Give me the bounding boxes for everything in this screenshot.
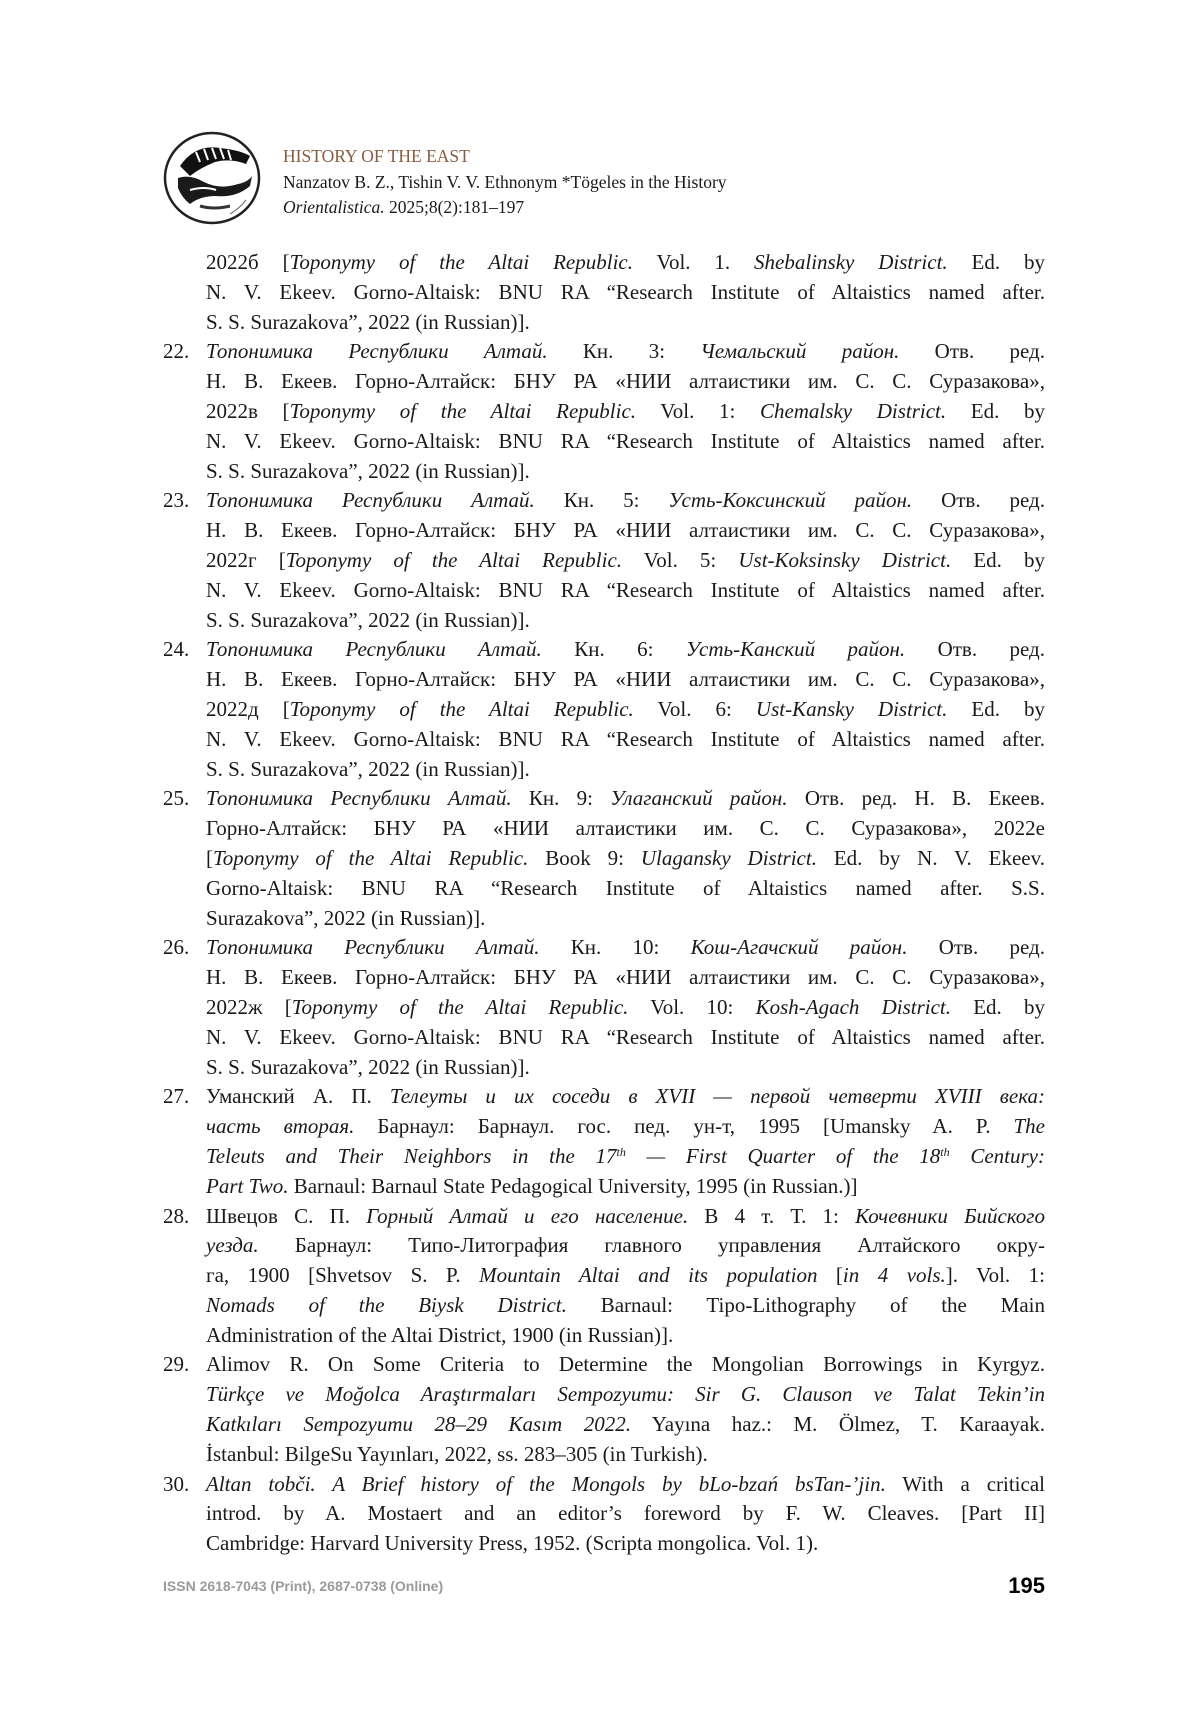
text: 2022д [ <box>206 696 290 721</box>
reference-line <box>206 516 1045 546</box>
text: Ed. by <box>947 696 1046 721</box>
text: Gorno-Altaisk: BNU RA “Research Institute of Altaistics named after. S.S. <box>206 875 1045 900</box>
reference-line <box>206 784 1045 814</box>
journal-citation <box>283 197 524 217</box>
citation-volume: 2025;8(2):181–197 <box>384 197 525 217</box>
text: 2022в [ <box>206 398 290 423</box>
reference-line <box>206 397 1045 427</box>
italic-text: Toponymy of the Altai Republic. <box>289 250 633 274</box>
text: Vol. 5: <box>622 547 739 572</box>
text: Ed. by <box>951 994 1046 1019</box>
reference-line <box>206 993 1045 1023</box>
text: S. S. Surazakova”, 2022 (in Russian)]. <box>206 607 530 632</box>
text: Отв. ред. <box>907 935 1045 960</box>
italic-text: Toponymy of the Altai Republic. <box>289 696 634 721</box>
reference-line <box>206 1261 1045 1291</box>
journal-logo <box>160 126 268 230</box>
reference-line <box>206 635 1045 665</box>
italic-text: Горный Алтай и его население. <box>366 1203 689 1228</box>
italic-text: Кочевники Бийского <box>855 1203 1045 1228</box>
reference-item <box>163 635 1045 784</box>
italic-text: Century: <box>949 1143 1045 1168</box>
reference-line <box>206 844 1045 874</box>
text: Ed. by <box>947 250 1045 274</box>
reference-line <box>206 1380 1045 1410</box>
text: Vol. 1: <box>636 398 760 423</box>
text: Отв. ред. Н. В. Екеев. <box>787 786 1045 811</box>
italic-text: Улаганский район. <box>610 786 788 811</box>
text: [ <box>206 845 213 870</box>
page-number: 195 <box>1008 1573 1045 1598</box>
italic-text: Топонимика Республики Алтай. <box>206 786 512 811</box>
reference-item <box>163 337 1045 486</box>
italic-text: часть вторая. <box>206 1114 355 1139</box>
italic-text: Teleuts and Their Neighbors in the 17 <box>206 1143 617 1168</box>
text: S. S. Surazakova”, 2022 (in Russian)]. <box>206 458 530 483</box>
italic-text: Altan tobči. A Brief history of the Mongols by bLo-bzań bsTan-’jin. <box>206 1471 886 1496</box>
italic-text: — First Quarter of the 18 <box>625 1143 941 1168</box>
italic-text: Part Two. <box>206 1173 289 1198</box>
italic-text: Усть-Коксинский район. <box>668 488 913 513</box>
text: Отв. ред. <box>899 339 1045 364</box>
text: Н. В. Екеев. Горно-Алтайск: БНУ РА «НИИ алтаистики им. С. С. Суразакова», <box>206 369 1045 394</box>
text: Уманский А. П. <box>206 1084 390 1109</box>
reference-line <box>206 486 1045 516</box>
reference-line <box>206 278 1045 308</box>
reference-item <box>163 1082 1045 1201</box>
reference-line <box>206 1410 1045 1440</box>
reference-line <box>206 814 1045 844</box>
reference-line <box>206 755 1045 785</box>
reference-line <box>206 248 1045 278</box>
reference-line <box>206 546 1045 576</box>
reference-line <box>206 1082 1045 1112</box>
text: ]. Vol. 1: <box>945 1263 1045 1288</box>
italic-text: Топонимика Республики Алтай. <box>206 935 540 960</box>
text: Ed. by <box>946 398 1045 423</box>
text: Кн. 10: <box>539 935 691 960</box>
reference-line <box>206 1321 1045 1351</box>
reference-line <box>206 1202 1045 1232</box>
italic-text: Топонимика Республики Алтай. <box>206 637 542 662</box>
italic-text: Топонимика Республики Алтай. <box>206 488 535 513</box>
text: S. S. Surazakova”, 2022 (in Russian)]. <box>206 1054 530 1079</box>
reference-line <box>206 1053 1045 1083</box>
reference-line <box>206 1023 1045 1053</box>
reference-number: 29. <box>163 1352 190 1377</box>
text: N. V. Ekeev. Gorno-Altaisk: BNU RA “Research Institute of Altaistics named after. <box>206 279 1045 304</box>
text: Vol. 10: <box>628 994 756 1019</box>
reference-line <box>206 606 1045 636</box>
italic-text: Усть-Канский район. <box>685 637 906 662</box>
text: Surazakova”, 2022 (in Russian)]. <box>206 905 486 930</box>
text: N. V. Ekeev. Gorno-Altaisk: BNU RA “Research Institute of Altaistics named after. <box>206 428 1045 453</box>
reference-line <box>206 1291 1045 1321</box>
reference-line <box>206 367 1045 397</box>
reference-line <box>206 933 1045 963</box>
reference-number: 24. <box>163 637 190 662</box>
footer-issn: ISSN 2618-7043 (Print), 2687-0738 (Online) <box>163 1578 444 1594</box>
italic-text: Toponymy of the Altai Republic. <box>285 547 623 572</box>
reference-line <box>206 665 1045 695</box>
text: Cambridge: Harvard University Press, 1952. (Scripta mongolica. Vol. 1). <box>206 1531 819 1556</box>
text: N. V. Ekeev. Gorno-Altaisk: BNU RA “Research Institute of Altaistics named after. <box>206 726 1045 751</box>
text: Барнаул: Барнаул. гос. пед. ун-т, 1995 [Umansky A. P. <box>354 1114 1014 1139</box>
italic-text: Toponymy of the Altai Republic. <box>289 398 637 423</box>
italic-text: Nomads of the Biysk District. <box>206 1292 567 1317</box>
text: Barnaul: Tipo-Lithography of the Main <box>566 1292 1045 1317</box>
text: Barnaul: Barnaul State Pedagogical University, 1995 (in Russian.)] <box>288 1173 858 1198</box>
text: İstanbul: BilgeSu Yayınları, 2022, ss. 283–305 (in Turkish). <box>206 1441 708 1466</box>
reference-number: 26. <box>163 935 190 960</box>
italic-text: th <box>940 1144 950 1159</box>
text: Кн. 6: <box>541 637 686 662</box>
italic-text: Toponymy of the Altai Republic. <box>291 994 629 1019</box>
italic-text: Katkıları Sempozyumu 28–29 Kasım 2022. <box>206 1412 631 1437</box>
reference-line <box>206 308 1045 338</box>
text: Барнаул: Типо-Литография главного управления Алтайского окру- <box>258 1233 1045 1258</box>
text: 2022ж [ <box>206 994 292 1019</box>
reference-number: 30. <box>163 1471 190 1496</box>
reference-line <box>206 1350 1045 1380</box>
reference-number: 23. <box>163 488 190 513</box>
text: Book 9: <box>528 845 641 870</box>
reference-line <box>206 1499 1045 1529</box>
reference-line <box>206 725 1045 755</box>
reference-continuation <box>163 248 1045 337</box>
text: Кн. 5: <box>534 488 669 513</box>
text: With a critical <box>885 1471 1045 1496</box>
reference-line <box>206 1172 1045 1202</box>
text: 2022б [ <box>206 250 290 274</box>
italic-text: in 4 vols. <box>842 1263 946 1288</box>
italic-text: Chemalsky District. <box>759 398 947 423</box>
italic-text: Ulagansky District. <box>640 845 817 870</box>
text: N. V. Ekeev. Gorno-Altaisk: BNU RA “Research Institute of Altaistics named after. <box>206 1024 1045 1049</box>
text: Н. В. Екеев. Горно-Алтайск: БНУ РА «НИИ алтаистики им. С. С. Суразакова», <box>206 667 1045 692</box>
italic-text: Топонимика Республики Алтай. <box>206 339 548 364</box>
reference-line <box>206 963 1045 993</box>
reference-list <box>163 248 1045 1559</box>
reference-line <box>206 1112 1045 1142</box>
italic-text: Kosh-Agach District. <box>755 994 952 1019</box>
article-running-title: Nanzatov B. Z., Tishin V. V. Ethnonym *Tögeles in the History <box>283 172 727 192</box>
reference-line <box>206 695 1045 725</box>
journal-name: Orientalistica. <box>283 197 385 217</box>
text: 2022г [ <box>206 547 286 572</box>
ad-orientem-emblem-icon <box>160 126 268 230</box>
text: га, 1900 [Shvetsov S. P. <box>206 1263 480 1288</box>
text: S. S. Surazakova”, 2022 (in Russian)]. <box>206 309 530 334</box>
text: Н. В. Екеев. Горно-Алтайск: БНУ РА «НИИ алтаистики им. С. С. Суразакова», <box>206 518 1045 543</box>
reference-number: 27. <box>163 1084 190 1109</box>
reference-line <box>206 904 1045 934</box>
reference-item <box>163 933 1045 1082</box>
italic-text: Shebalinsky District. <box>754 250 948 274</box>
italic-text: Ust-Koksinsky District. <box>738 547 952 572</box>
text: introd. by A. Mostaert and an editor’s foreword by F. W. Cleaves. [Part II] <box>206 1501 1045 1526</box>
text: Yayına haz.: M. Ölmez, T. Karaayak. <box>630 1412 1046 1437</box>
text: Alimov R. On Some Criteria to Determine the Mongolian Borrowings in Kyrgyz. <box>206 1352 1045 1377</box>
italic-text: Чемальский район. <box>700 339 900 364</box>
reference-line <box>206 1142 1045 1172</box>
italic-text: уезда. <box>206 1233 259 1258</box>
reference-item <box>163 1350 1045 1469</box>
reference-line <box>206 576 1045 606</box>
reference-item <box>163 1202 1045 1351</box>
reference-line <box>206 874 1045 904</box>
text: Швецов С. П. <box>206 1203 367 1228</box>
reference-number: 25. <box>163 786 190 811</box>
reference-item <box>163 486 1045 635</box>
text: Vol. 1. <box>632 250 755 274</box>
italic-text: Toponymy of the Altai Republic. <box>213 845 529 870</box>
reference-number: 28. <box>163 1203 190 1228</box>
italic-text: The <box>1013 1114 1045 1139</box>
text: N. V. Ekeev. Gorno-Altaisk: BNU RA “Research Institute of Altaistics named after. <box>206 577 1045 602</box>
text: Горно-Алтайск: БНУ РА «НИИ алтаистики им. С. С. Суразакова», 2022е <box>206 816 1045 841</box>
reference-item <box>163 1470 1045 1559</box>
reference-number: 22. <box>163 339 190 364</box>
text: Отв. ред. <box>905 637 1045 662</box>
text: Кн. 9: <box>511 786 611 811</box>
reference-item <box>163 784 1045 933</box>
text: Кн. 3: <box>547 339 701 364</box>
reference-line <box>206 337 1045 367</box>
text: Ed. by <box>951 547 1046 572</box>
italic-text: Телеуты и их соседи в XVII — первой четверти XVIII века: <box>389 1084 1045 1109</box>
reference-line <box>206 1470 1045 1500</box>
text: Н. В. Екеев. Горно-Алтайск: БНУ РА «НИИ алтаистики им. С. С. Суразакова», <box>206 965 1045 990</box>
text: Administration of the Altai District, 1900 (in Russian)]. <box>206 1322 674 1347</box>
text: Отв. ред. <box>912 488 1045 513</box>
reference-line <box>206 1440 1045 1470</box>
reference-line <box>206 1231 1045 1261</box>
reference-line <box>206 457 1045 487</box>
text: Vol. 6: <box>633 696 756 721</box>
italic-text: th <box>616 1144 626 1159</box>
italic-text: Кош-Агачский район. <box>690 935 908 960</box>
italic-text: Ust-Kansky District. <box>755 696 948 721</box>
italic-text: Türkçe ve Moğolca Araştırmaları Sempozyumu: Sir G. Clauson ve Talat Tekin’in <box>206 1382 1045 1407</box>
section-title: HISTORY OF THE EAST <box>283 146 470 166</box>
text: Ed. by N. V. Ekeev. <box>816 845 1046 870</box>
text: В 4 т. Т. 1: <box>688 1203 856 1228</box>
italic-text: Mountain Altai and its population <box>479 1263 818 1288</box>
text: S. S. Surazakova”, 2022 (in Russian)]. <box>206 756 530 781</box>
reference-line <box>206 1529 1045 1559</box>
text: [ <box>817 1263 843 1288</box>
reference-line <box>206 427 1045 457</box>
